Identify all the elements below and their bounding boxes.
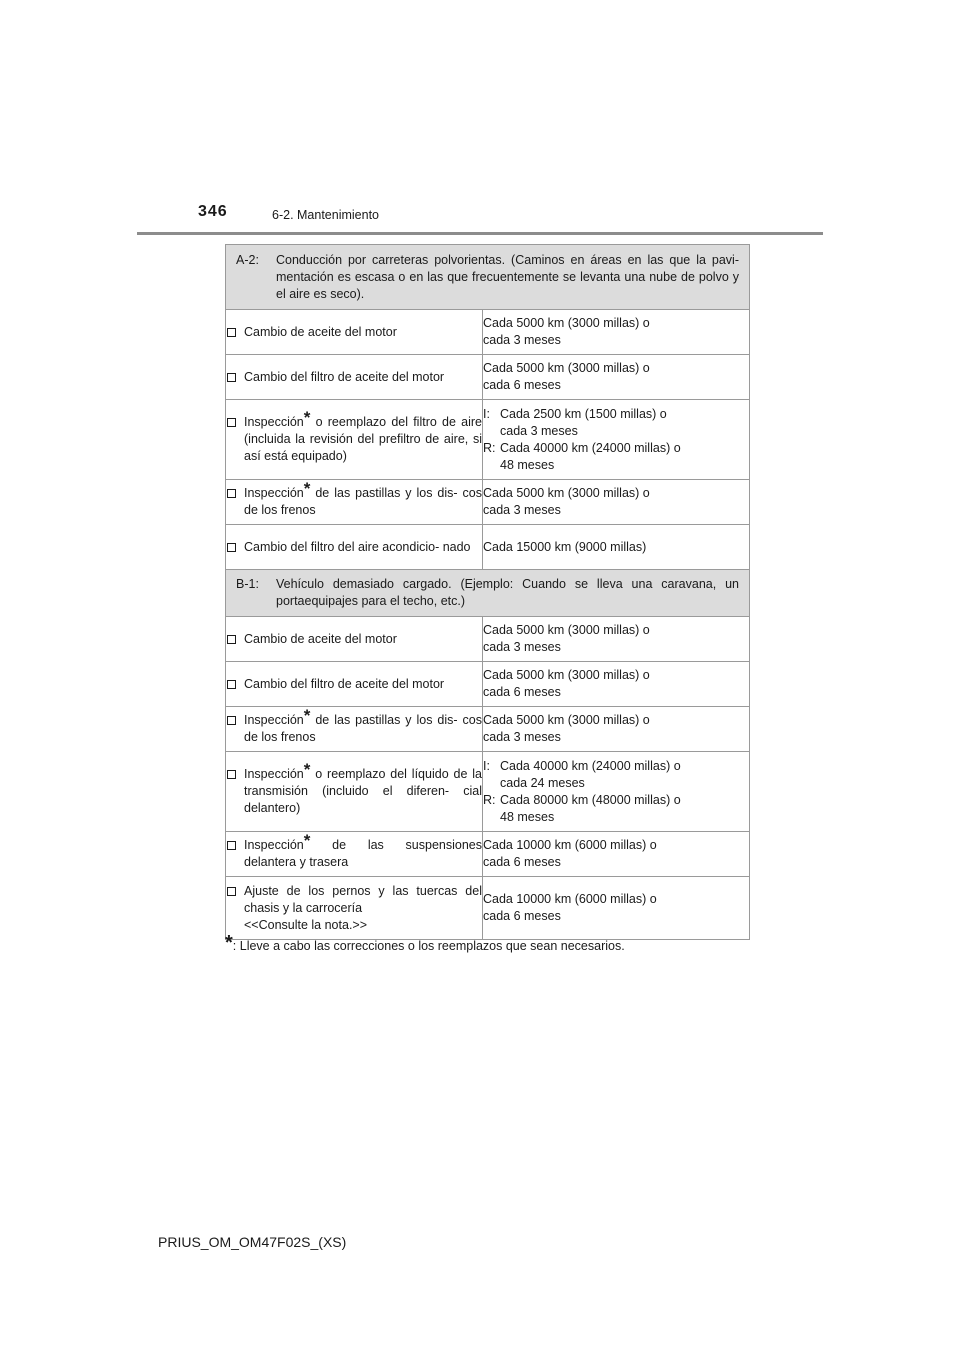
- table-row: [226, 662, 750, 707]
- interval-line: Cada 5000 km (3000 millas) o: [483, 668, 650, 682]
- condition-text: Vehículo demasiado cargado. (Ejemplo: Cuando se lleva una caravana, un portaequipajes para el techo, etc.): [276, 577, 739, 608]
- maintenance-item-text: [244, 831, 482, 871]
- condition-text: Conducción por carreteras polvorientas. (Caminos en áreas en las que la pavi- mentación es escasa o en las que frecuentemente se levanta una nube de polvo y el aire es seco).: [276, 252, 739, 301]
- interval-cell: [483, 832, 750, 877]
- interval-line: cada 6 meses: [483, 855, 561, 869]
- interval-line: Cada 5000 km (3000 millas) o: [483, 623, 650, 637]
- interval-value: [500, 758, 749, 792]
- page-number: 346: [198, 203, 228, 220]
- asterisk-mark: *: [303, 706, 311, 725]
- item-text-rest: o reemplazo del filtro de aire (incluida la revisión del prefiltro de aire, si así está equipado): [244, 415, 482, 463]
- interval-line: Cada 10000 km (6000 millas) o: [483, 838, 657, 852]
- interval-cell: [483, 752, 750, 832]
- maintenance-item: [226, 324, 482, 341]
- interval-cell: [483, 525, 750, 570]
- interval-line: Cada 80000 km (48000 millas) o: [500, 792, 681, 807]
- item-text-main: Cambio del filtro de aceite del motor: [244, 369, 445, 384]
- maintenance-item: [226, 369, 482, 386]
- section-title: 6-2. Mantenimiento: [272, 208, 380, 222]
- maintenance-item-cell: [226, 832, 483, 877]
- maintenance-item-text: [244, 479, 482, 519]
- table-row: [226, 707, 750, 752]
- table-row: [226, 752, 750, 832]
- maintenance-item-cell: [226, 662, 483, 707]
- maintenance-item: [226, 479, 482, 519]
- maintenance-item-text: [244, 760, 482, 817]
- interval-line: 48 meses: [500, 457, 555, 472]
- interval-line: Cada 40000 km (24000 millas) o: [500, 758, 681, 773]
- item-text-main: Inspección: [244, 713, 304, 727]
- table-row: [226, 310, 750, 355]
- maintenance-item-text: [244, 539, 482, 556]
- condition-row: [226, 245, 750, 310]
- asterisk-mark: *: [303, 408, 311, 427]
- item-text-main: Cambio de aceite del motor: [244, 631, 397, 646]
- maintenance-item: [226, 631, 482, 648]
- interval-line: cada 3 meses: [500, 423, 578, 438]
- maintenance-item-text: [244, 369, 482, 386]
- checkbox-icon: [227, 680, 236, 689]
- item-text-main: Inspección: [244, 767, 304, 781]
- interval-cell: [483, 877, 750, 940]
- asterisk-mark: *: [303, 831, 311, 850]
- interval-line: 48 meses: [500, 809, 555, 824]
- maintenance-item-cell: [226, 752, 483, 832]
- maintenance-item: [226, 408, 482, 465]
- condition-code: B-1:: [236, 577, 259, 591]
- interval-cell: [483, 662, 750, 707]
- table-row: [226, 355, 750, 400]
- interval-line: cada 3 meses: [483, 730, 561, 744]
- checkbox-icon: [227, 418, 236, 427]
- checkbox-icon: [227, 887, 236, 896]
- interval-key: I:: [483, 758, 490, 773]
- maintenance-item-cell: [226, 877, 483, 940]
- header-divider: [137, 232, 823, 235]
- interval-line: Cada 5000 km (3000 millas) o: [483, 713, 650, 727]
- interval-cell: [483, 480, 750, 525]
- interval-cell: [483, 310, 750, 355]
- maintenance-item: [226, 539, 482, 556]
- interval-line: Cada 5000 km (3000 millas) o: [483, 486, 650, 500]
- item-text-main: Ajuste de los pernos y las tuercas del chasis y la carrocería: [244, 883, 482, 915]
- interval-line: Cada 5000 km (3000 millas) o: [483, 316, 650, 330]
- document-code: PRIUS_OM_OM47F02S_(XS): [158, 1234, 347, 1250]
- interval-cell: [483, 355, 750, 400]
- maintenance-item-cell: [226, 525, 483, 570]
- interval-key: I:: [483, 406, 490, 421]
- interval-key: R:: [483, 792, 496, 807]
- checkbox-icon: [227, 841, 236, 850]
- interval-cell: [483, 617, 750, 662]
- checkbox-icon: [227, 716, 236, 725]
- interval-line: cada 3 meses: [483, 640, 561, 654]
- item-text-rest: de las suspensiones delantera y trasera: [244, 838, 482, 869]
- interval-line: cada 3 meses: [483, 333, 561, 347]
- interval-value: [500, 440, 749, 474]
- interval-line: Cada 5000 km (3000 millas) o: [483, 361, 650, 375]
- item-text-main: Cambio de aceite del motor: [244, 324, 397, 339]
- condition-cell: [226, 570, 750, 617]
- maintenance-schedule-table: [225, 244, 750, 940]
- maintenance-item-cell: [226, 707, 483, 752]
- maintenance-item-cell: [226, 400, 483, 480]
- maintenance-item-text: [244, 408, 482, 465]
- interval-value: [500, 406, 749, 440]
- footnote: [225, 932, 625, 954]
- interval-key: R:: [483, 440, 496, 455]
- table-body: [226, 245, 750, 940]
- checkbox-icon: [227, 635, 236, 644]
- interval-line: cada 24 meses: [500, 775, 585, 790]
- maintenance-item-cell: [226, 310, 483, 355]
- item-text-rest: o reemplazo del líquido de la transmisión (incluido el diferen- cial delantero): [244, 767, 482, 815]
- maintenance-item: [226, 883, 482, 934]
- table-row: [226, 832, 750, 877]
- maintenance-item-cell: [226, 480, 483, 525]
- item-text-main: Inspección: [244, 486, 304, 500]
- item-text-main: Cambio del filtro de aceite del motor: [244, 676, 445, 691]
- item-text-rest: de las pastillas y los dis- cos de los frenos: [244, 713, 482, 744]
- item-text-main: Inspección: [244, 838, 304, 852]
- maintenance-item: [226, 676, 482, 693]
- condition-cell: [226, 245, 750, 310]
- condition-code: A-2:: [236, 252, 259, 267]
- maintenance-item-text: [244, 676, 482, 693]
- replacement-interval: [483, 440, 749, 474]
- maintenance-item-text: [244, 883, 482, 934]
- table-row: [226, 877, 750, 940]
- maintenance-item-cell: [226, 617, 483, 662]
- maintenance-item-text: [244, 631, 482, 648]
- inspection-interval: [483, 758, 749, 792]
- maintenance-item-text: [244, 706, 482, 746]
- asterisk-mark: *: [303, 479, 311, 498]
- interval-line: Cada 2500 km (1500 millas) o: [500, 406, 667, 421]
- interval-line: cada 6 meses: [483, 909, 561, 923]
- maintenance-item: [226, 706, 482, 746]
- interval-line: cada 6 meses: [483, 685, 561, 699]
- interval-line: Cada 40000 km (24000 millas) o: [500, 440, 681, 455]
- interval-line: cada 3 meses: [483, 503, 561, 517]
- checkbox-icon: [227, 489, 236, 498]
- checkbox-icon: [227, 543, 236, 552]
- interval-cell: [483, 707, 750, 752]
- item-note: <<Consulte la nota.>>: [244, 917, 368, 932]
- item-text-main: Cambio del filtro del aire acondicio- nado: [244, 539, 471, 554]
- checkbox-icon: [227, 770, 236, 779]
- table-row: [226, 617, 750, 662]
- footnote-text: : Lleve a cabo las correcciones o los reemplazos que sean necesarios.: [232, 939, 625, 953]
- checkbox-icon: [227, 328, 236, 337]
- interval-line: Cada 10000 km (6000 millas) o: [483, 892, 657, 906]
- condition-block: [236, 252, 739, 303]
- maintenance-item-text: [244, 324, 482, 341]
- condition-block: [236, 576, 739, 610]
- interval-line: cada 6 meses: [483, 378, 561, 392]
- interval-cell: [483, 400, 750, 480]
- interval-line: Cada 15000 km (9000 millas): [483, 539, 647, 554]
- maintenance-item: [226, 760, 482, 817]
- checkbox-icon: [227, 373, 236, 382]
- maintenance-item: [226, 831, 482, 871]
- inspection-interval: [483, 406, 749, 440]
- table-row: [226, 525, 750, 570]
- maintenance-item-cell: [226, 355, 483, 400]
- table-row: [226, 480, 750, 525]
- condition-row: [226, 570, 750, 617]
- replacement-interval: [483, 792, 749, 826]
- interval-value: [500, 792, 749, 826]
- table-row: [226, 400, 750, 480]
- footnote-asterisk: *: [225, 932, 233, 954]
- item-text-rest: de las pastillas y los dis- cos de los frenos: [244, 486, 482, 517]
- asterisk-mark: *: [303, 760, 311, 779]
- item-text-main: Inspección: [244, 415, 304, 429]
